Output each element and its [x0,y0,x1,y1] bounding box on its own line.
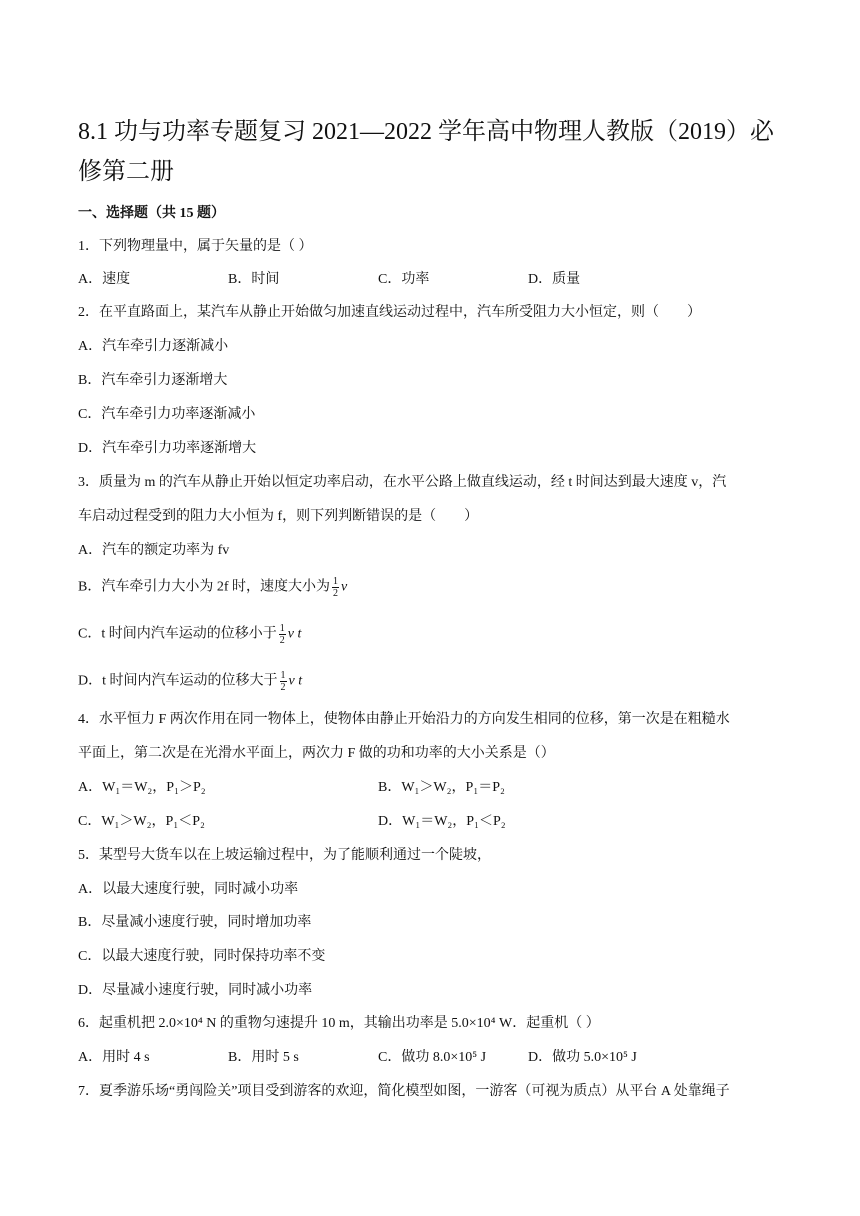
question-3-option-b: B．汽车牵引力大小为 2f 时，速度大小为 $\frac{1}{2}$ v [78,576,348,599]
question-4-option-d: D．W₁＝W₂，P₁＜P₂ [378,814,506,829]
question-6-option-a: A．用时 4 s [78,1050,150,1065]
question-4-stem-line-2: 平面上，第二次是在光滑水平面上，两次力 F 做的功和功率的大小关系是（） [78,746,555,761]
question-2-option-a: A．汽车牵引力逐渐减小 [78,339,229,354]
question-3-option-a: A．汽车的额定功率为 fv [78,543,230,558]
section-heading: 一、选择题（共 15 题） [78,206,225,221]
question-1-stem: 1．下列物理量中，属于矢量的是（ ） [78,239,313,254]
question-4-stem-line-1: 4．水平恒力 F 两次作用在同一物体上，使物体由静止开始沿力的方向发生相同的位移，第一次是在粗糙水 [78,712,730,727]
fraction-one-half: $\frac{1}{2}$ [279,623,285,646]
fraction-one-half: $\frac{1}{2}$ [280,670,286,693]
question-2-option-d: D．汽车牵引力功率逐渐增大 [78,441,257,456]
question-5-option-d: D．尽量减小速度行驶，同时减小功率 [78,983,313,998]
question-2-option-c: C．汽车牵引力功率逐渐减小 [78,407,256,422]
question-3-option-d: D．t 时间内汽车运动的位移大于 $\frac{1}{2}$ v t [78,670,303,693]
question-5-option-b: B．尽量减小速度行驶，同时增加功率 [78,915,312,930]
question-5-option-c: C．以最大速度行驶，同时保持功率不变 [78,949,326,964]
question-5-stem: 5．某型号大货车以在上坡运输过程中，为了能顺利通过一个陡坡， [78,848,491,863]
question-3-stem-line-1: 3．质量为 m 的汽车从静止开始以恒定功率启动，在水平公路上做直线运动，经 t 时间达到最大速度 v，汽 [78,475,727,490]
question-4-option-b: B．W₁＞W₂，P₁＝P₂ [378,780,505,795]
question-3-option-c: C．t 时间内汽车运动的位移小于 $\frac{1}{2}$ v t [78,623,302,646]
page-title: 8.1 功与功率专题复习 2021—2022 学年高中物理人教版（2019）必修第二册 [78,119,774,185]
question-7-stem: 7．夏季游乐场“勇闯险关”项目受到游客的欢迎，简化模型如图，一游客（可视为质点）从平台 A 处靠绳子 [78,1084,730,1099]
question-2-option-b: B．汽车牵引力逐渐增大 [78,373,228,388]
question-1-option-d: D．质量 [528,272,581,287]
question-2-stem: 2．在平直路面上，某汽车从静止开始做匀加速直线运动过程中，汽车所受阻力大小恒定，则（ ） [78,305,701,320]
question-1-option-a: A．速度 [78,272,131,287]
question-6-option-d: D．做功 5.0×10⁵ J [528,1050,637,1065]
question-6-stem: 6．起重机把 2.0×10⁴ N 的重物匀速提升 10 m，其输出功率是 5.0×10⁴ W．起重机（ ） [78,1016,600,1031]
question-6-option-c: C．做功 8.0×10⁵ J [378,1050,487,1065]
question-6-option-b: B．用时 5 s [228,1050,299,1065]
question-4-option-c: C．W₁＞W₂，P₁＜P₂ [78,814,205,829]
question-1-option-b: B．时间 [228,272,280,287]
question-1-option-c: C．功率 [378,272,430,287]
question-5-option-a: A．以最大速度行驶，同时减小功率 [78,882,299,897]
fraction-one-half: $\frac{1}{2}$ [333,576,338,599]
question-4-option-a: A．W₁＝W₂，P₁＞P₂ [78,780,206,795]
question-3-stem-line-2: 车启动过程受到的阻力大小恒为 f，则下列判断错误的是（ ） [78,509,479,524]
